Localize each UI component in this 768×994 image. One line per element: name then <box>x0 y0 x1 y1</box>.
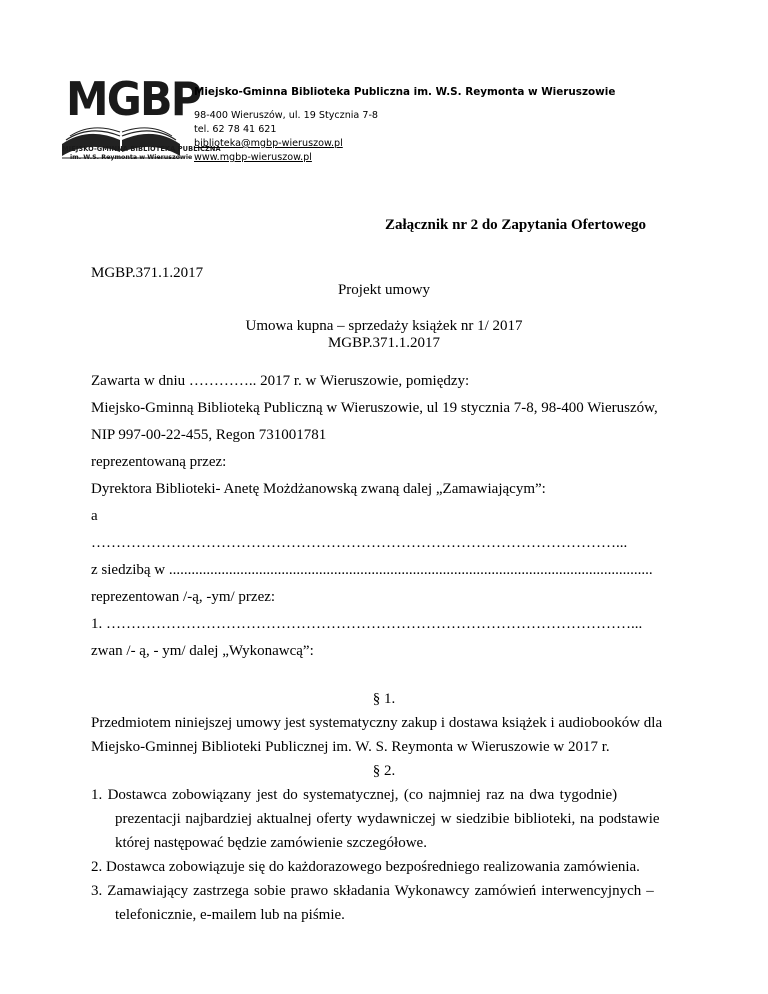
section-2-item-cont: telefonicznie, e-mailem lub na piśmie. <box>115 907 345 923</box>
section-1-text: Miejsko-Gminnej Biblioteki Publicznej im. W. S. Reymonta w Wieruszowie w 2017 r. <box>91 739 610 755</box>
concluded-line: Zawarta w dniu ………….. 2017 r. w Wieruszowie, pomiędzy: <box>91 373 470 389</box>
library-address: 98-400 Wieruszów, ul. 19 Stycznia 7-8 <box>194 110 379 121</box>
party-library-line: Miejsko-Gminną Biblioteką Publiczną w Wieruszowie, ul 19 stycznia 7-8, 98-400 Wieruszów, <box>91 400 658 416</box>
library-phone: tel. 62 78 41 621 <box>194 124 277 135</box>
reference-number: MGBP.371.1.2017 <box>91 265 204 281</box>
contractor-name-line: ……………………………………………………………………………………………... <box>91 535 628 551</box>
library-email-link[interactable]: biblioteka@mgbp-wieruszow.pl <box>194 138 343 149</box>
director-line: Dyrektora Biblioteki- Anetę Możdżanowską zwaną dalej „Zamawiającym”: <box>91 481 546 497</box>
library-name: Miejsko-Gminna Biblioteka Publiczna im. W.S. Reymonta w Wieruszowie <box>194 86 616 98</box>
section-2-item: 2. Dostawca zobowiązuje się do każdorazowego bezpośredniego realizowania zamówienia. <box>91 859 640 875</box>
section-2-item-cont: której następować będzie zamówienie szczegółowe. <box>115 835 427 851</box>
section-2-item: 1. Dostawca zobowiązany jest do systematycznej, (co najmniej raz na dwa tygodnie) <box>91 787 618 803</box>
contractor-represented-line: reprezentowan /-ą, -ym/ przez: <box>91 589 276 605</box>
contract-title: Umowa kupna – sprzedaży książek nr 1/ 2017 <box>245 318 523 334</box>
party-nip-line: NIP 997-00-22-455, Regon 731001781 <box>91 427 327 443</box>
library-website-link[interactable]: www.mgbp-wieruszow.pl <box>194 152 312 163</box>
represented-by-line: reprezentowaną przez: <box>91 454 227 470</box>
project-title: Projekt umowy <box>337 282 431 298</box>
attachment-title: Załącznik nr 2 do Zapytania Ofertowego <box>385 217 646 233</box>
section-1-heading: § 1. <box>372 691 396 707</box>
contractor-called-line: zwan /- ą, - ym/ dalej „Wykonawcą”: <box>91 643 314 659</box>
section-2-heading: § 2. <box>372 763 396 779</box>
logo-subtitle: MIEJSKO-GMINNA BIBLIOTEKA PUBLICZNA <box>62 145 221 153</box>
section-1-text: Przedmiotem niniejszej umowy jest systematyczny zakup i dostawa książek i audiobooków dla <box>91 715 663 731</box>
logo-wordmark: MGBP <box>66 72 201 126</box>
logo-subtitle-2: im. W.S. Reymonta w Wieruszowie <box>70 154 193 161</box>
and-line: a <box>91 508 98 524</box>
contract-reference: MGBP.371.1.2017 <box>327 335 441 351</box>
contractor-seat-line: z siedzibą w ................................................................................................................................. <box>91 562 653 578</box>
section-2-item-cont: prezentacji najbardziej aktualnej oferty wydawniczej w siedzibie biblioteki, na podstawie <box>115 811 660 827</box>
section-2-item: 3. Zamawiający zastrzega sobie prawo składania Wykonawcy zamówień interwencyjnych – <box>91 883 654 899</box>
contractor-rep-name-line: 1. ……………………………………………………………………………………………... <box>91 616 643 632</box>
